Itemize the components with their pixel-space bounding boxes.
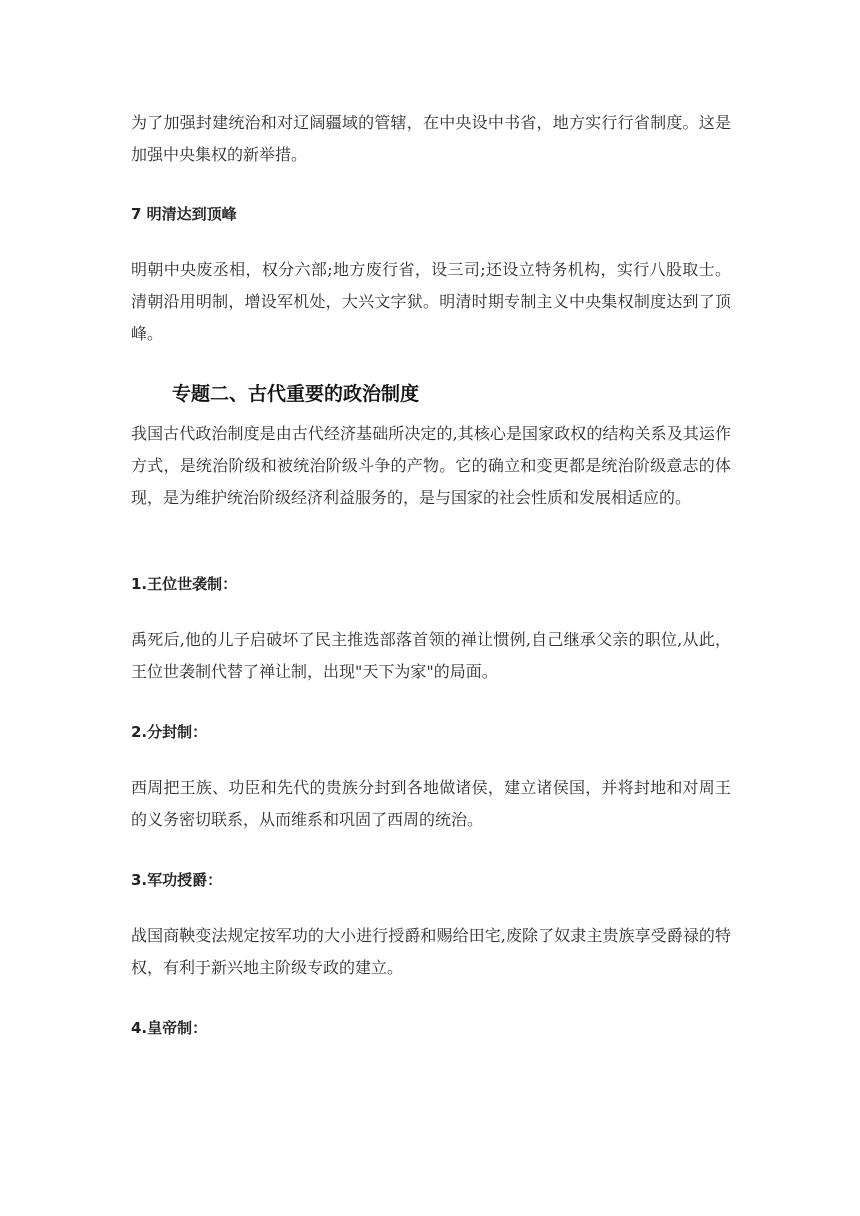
heading-4: 4.皇帝制：	[131, 1019, 208, 1037]
paragraph-section-intro: 我国古代政治制度是由古代经济基础所决定的,其核心是国家政权的结构关系及其运作方式，是统治阶级和被统治阶级斗争的产物。它的确立和变更都是统治阶级意志的体现，是为维护统治阶级经济利益服务的，是与国家的社会性质和发展相适应的。	[131, 424, 731, 507]
paragraph-2: 西周把王族、功臣和先代的贵族分封到各地做诸侯，建立诸侯国，并将封地和对周王的义务密切联系，从而维系和巩固了西周的统治。	[131, 778, 731, 829]
heading-mingqing: 7 明清达到顶峰	[131, 205, 237, 223]
heading-1: 1.王位世袭制：	[131, 575, 238, 593]
paragraph-intro: 为了加强封建统治和对辽阔疆域的管辖，在中央设中书省，地方实行行省制度。这是加强中央集权的新举措。	[131, 113, 731, 164]
paragraph-mingqing: 明朝中央废丞相，权分六部;地方废行省，设三司;还设立特务机构，实行八股取士。清朝沿用明制，增设军机处，大兴文字狱。明清时期专制主义中央集权制度达到了顶峰。	[131, 260, 731, 343]
heading-3: 3.军功授爵：	[131, 871, 223, 889]
paragraph-1: 禹死后,他的儿子启破坏了民主推选部落首领的禅让惯例,自己继承父亲的职位,从此，王位世袭制代替了禅让制，出现"天下为家"的局面。	[131, 630, 731, 681]
paragraph-3: 战国商鞅变法规定按军功的大小进行授爵和赐给田宅,废除了奴隶主贵族享受爵禄的特权，有利于新兴地主阶级专政的建立。	[131, 926, 731, 977]
heading-2: 2.分封制：	[131, 723, 208, 741]
section-title: 专题二、古代重要的政治制度	[172, 383, 420, 405]
